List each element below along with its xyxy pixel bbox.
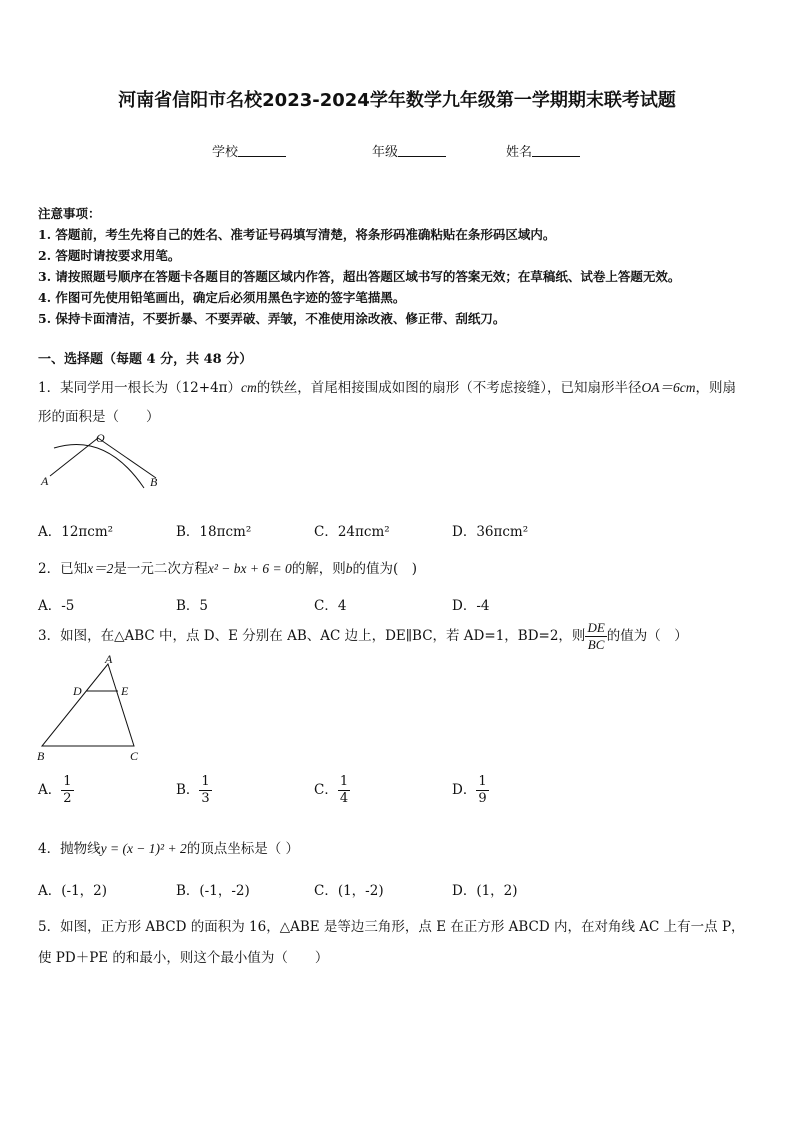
grade-label: 年级 <box>372 145 399 160</box>
q3-fraction: $\frac{DE}{BC}$ <box>587 620 605 652</box>
note-item: 5. 保持卡面清洁，不要折暴、不要弄破、弄皱，不准使用涂改液、修正带、刮纸刀。 <box>38 311 506 326</box>
question-5-line-1: 5．如图，正方形 ABCD 的面积为 16，△ABE 是等边三角形，点 E 在正方形 ABCD 内，在对角线 AC 上有一点 P， <box>38 919 745 935</box>
q3-option-c[interactable]: C． $\frac{1}{4}$ <box>314 774 349 806</box>
grade-field[interactable] <box>372 141 446 160</box>
grade-blank[interactable] <box>398 144 446 157</box>
question-3: 3．如图，在△ABC 中，点 D、E 分别在 AB、AC 边上，DE∥BC，若 AD=1，BD=2，则 $\frac{DE}{BC}$ 的值为（ ） <box>38 620 688 652</box>
q2-option-c[interactable]: C．4 <box>314 598 347 614</box>
section-title: 一、选择题（每题 4 分，共 48 分） <box>38 352 253 367</box>
q1-option-b[interactable]: B．18πcm² <box>176 524 252 540</box>
school-blank[interactable] <box>238 144 286 157</box>
page-title: 河南省信阳市名校2023-2024学年数学九年级第一学期期末联考试题 <box>118 90 676 111</box>
name-label: 姓名 <box>506 145 533 160</box>
label-c: C <box>130 749 139 763</box>
q1-option-c[interactable]: C．24πcm² <box>314 524 390 540</box>
q2-option-b[interactable]: B．5 <box>176 598 209 614</box>
question-4: 4．抛物线y = (x − 1)² + 2的顶点坐标是（ ） <box>38 841 299 857</box>
q4-option-d[interactable]: D．(1，2) <box>452 883 518 899</box>
sector-figure <box>38 428 168 508</box>
label-e: E <box>121 684 129 698</box>
label-o: O <box>96 431 105 445</box>
q2-option-d[interactable]: D．-4 <box>452 598 490 614</box>
name-field[interactable] <box>506 141 580 160</box>
q3-option-a[interactable]: A． $\frac{1}{2}$ <box>38 774 72 806</box>
triangle-figure <box>34 654 154 766</box>
school-label: 学校 <box>212 145 239 160</box>
q2-option-a[interactable]: A．-5 <box>38 598 75 614</box>
name-blank[interactable] <box>532 144 580 157</box>
q4-option-a[interactable]: A．(-1，2) <box>38 883 108 899</box>
note-item: 3. 请按照题号顺序在答题卡各题目的答题区域内作答，超出答题区域书写的答案无效；在草稿纸、试卷上答题无效。 <box>38 269 681 284</box>
note-item: 1. 答题前，考生先将自己的姓名、准考证号码填写清楚，将条形码准确粘贴在条形码区域内。 <box>38 227 556 242</box>
q3-option-b[interactable]: B． $\frac{1}{3}$ <box>176 774 210 806</box>
school-field[interactable] <box>212 141 286 160</box>
q4-option-b[interactable]: B．(-1，-2) <box>176 883 250 899</box>
notes-title: 注意事项： <box>38 206 101 221</box>
triangle-abc <box>42 664 134 746</box>
q1-option-d[interactable]: D．36πcm² <box>452 524 529 540</box>
radius-ob <box>98 438 156 478</box>
radius-oa <box>50 438 98 476</box>
label-b: B <box>37 749 45 763</box>
q4-option-c[interactable]: C．(1，-2) <box>314 883 384 899</box>
q3-option-d[interactable]: D． $\frac{1}{9}$ <box>452 774 487 806</box>
sector-arc <box>54 444 144 488</box>
note-item: 2. 答题时请按要求用笔。 <box>38 248 181 263</box>
question-1-line-1: 1．某同学用一根长为（12+4π）cm的铁丝，首尾相接围成如图的扇形（不考虑接缝），已知扇形半径OA＝6cm，则扇 <box>38 380 737 396</box>
note-item: 4. 作图可先使用铅笔画出，确定后必须用黑色字迹的签字笔描黑。 <box>38 290 406 305</box>
label-a: A <box>105 654 113 666</box>
question-5-line-2: 使 PD＋PE 的和最小，则这个最小值为（ ） <box>38 950 329 966</box>
question-1-line-2: 形的面积是（ ） <box>38 409 160 425</box>
q1-option-a[interactable]: A．12πcm² <box>38 524 114 540</box>
question-2: 2．已知x＝2是一元二次方程x² − bx + 6 = 0的解，则b的值为( ) <box>38 561 418 577</box>
label-a: A <box>41 474 49 488</box>
label-b: B <box>150 475 158 489</box>
label-d: D <box>73 684 82 698</box>
